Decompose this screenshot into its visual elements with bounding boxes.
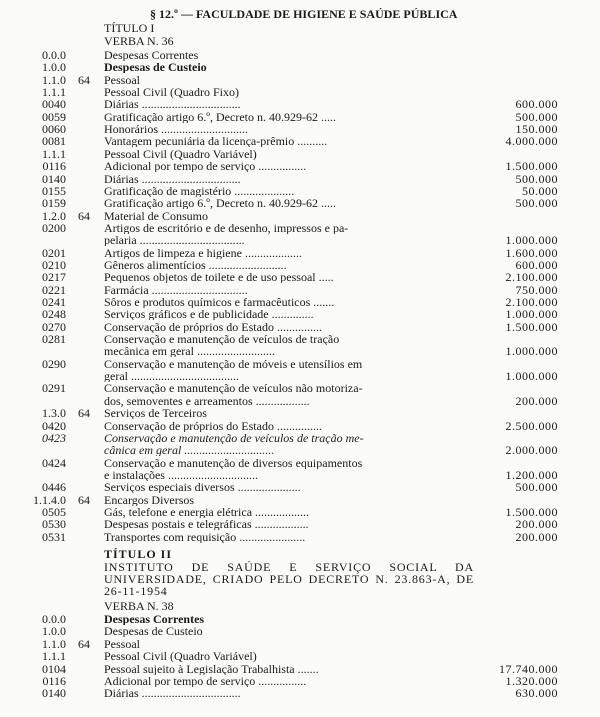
table-row [0,457,600,469]
item-code: 0159 [42,196,66,211]
item-code: 0059 [42,109,66,124]
table-row [0,345,600,357]
item-description: Artigos de escritório e de desenho, impressos e pa- [104,221,349,234]
item-description: Despesas Correntes [104,613,205,625]
item-description: cânica em geral .............................. [104,444,275,457]
table-row [0,135,600,147]
item-description: Vantagem pecuniária da licença-prêmio .......... [104,135,328,148]
item-description: pelaria ................................... [104,234,245,247]
item-description: Gás, telefone e energia elétrica .................. [104,505,310,518]
item-code: 0116 [42,159,66,174]
item-description: Conservação e manutenção de móveis e utensílios em [104,357,363,370]
fund-code: 64 [78,208,90,223]
item-code: 0200 [42,220,66,235]
item-description: Conservação e manutenção de veículos não motoriza- [104,382,363,395]
item-amount: 1.000.000 [505,233,558,248]
item-description: Material de Consumo [104,209,208,222]
item-description: e instalações .............................. [104,468,258,481]
item-description: Serviços gráficos e de publicidade .............. [104,308,314,321]
item-description: Despesas Correntes [104,49,199,61]
section-heading: § 12.º — FACULDADE DE HIGIENE E SAÚDE PÚBLICA [150,7,458,21]
item-code: 0241 [42,295,66,309]
item-description: Pessoal Civil (Quadro Variável) [104,650,257,663]
table-row [0,382,600,394]
table-row [0,173,600,185]
item-code: 0531 [42,529,66,544]
fund-code: 64 [78,492,90,507]
item-description: Despesas de Custeio [104,61,207,74]
item-amount: 500.000 [515,109,558,124]
table-row [0,234,600,246]
item-description: Sôros e produtos químicos e farmacêuticos ....... [104,296,335,308]
item-description: Encargos Diversos [104,493,195,506]
item-amount: 1.200.000 [505,467,558,482]
table-row [0,469,600,481]
item-description: Conservação de próprios do Estado ............... [104,320,322,333]
item-description: Farmácia ................................ [104,283,248,296]
item-code: 0210 [42,257,66,272]
item-description: Diárias ................................. [104,98,241,111]
titulo-2-heading: TÍTULO II [104,547,173,561]
table-row [0,531,600,543]
item-description: Diárias ................................. [104,687,241,700]
item-description: Pessoal [104,637,140,650]
item-code: 0217 [42,270,66,285]
item-description: Diárias ................................. [104,172,241,185]
item-code: 0201 [42,245,66,260]
item-code: 1.2.0 [42,208,66,223]
item-code: 0281 [42,332,66,347]
item-code: 0140 [42,686,66,701]
table-row [0,160,600,172]
item-description: Conservação e manutenção de diversos equipamentos [104,456,363,469]
item-description: Serviços de Terceiros [104,407,207,420]
item-description: Pessoal sujeito à Legislação Trabalhista ....... [104,662,319,675]
item-amount: 1.500.000 [505,319,558,334]
item-description: Pequenos objetos de toilete e de uso pessoal ..... [104,271,334,284]
item-code: 0248 [42,307,66,322]
table-row [0,358,600,370]
item-code: 1.1.4.0 [33,492,66,507]
table-row [0,650,600,662]
item-description: Serviços especiais diversos ..................... [104,481,301,494]
item-amount: 200.000 [515,529,558,544]
item-code: 0290 [42,356,66,371]
item-code: 0.0.0 [42,48,66,62]
table-row [0,247,600,259]
item-code: 0221 [42,282,66,297]
item-code: 0446 [42,480,66,495]
item-amount: 1.000.000 [505,344,558,359]
item-amount: 4.000.000 [505,134,558,149]
item-amount: 500.000 [515,171,558,186]
item-description: Artigos de limpeza e higiene ................... [104,246,302,259]
table-row [0,49,600,61]
item-code: 0140 [42,171,66,186]
table-row [0,222,600,234]
item-description: Gêneros alimentícios .......................... [104,258,287,271]
item-amount: 150.000 [515,122,558,137]
item-amount: 2.100.000 [505,270,558,285]
item-amount: 2.100.000 [505,295,558,309]
table-row [0,271,600,283]
table-row [0,333,600,345]
item-description: Honorários ............................. [104,123,248,136]
item-code: 0424 [42,455,66,470]
item-code: 0.0.0 [42,612,66,626]
table-row [0,296,600,308]
table-row [0,638,600,650]
table-row [0,663,600,675]
table-row [0,687,600,699]
item-code: 1.1.1 [42,649,66,664]
item-amount: 600.000 [515,97,558,112]
item-amount: 50.000 [522,183,558,198]
table-row [0,197,600,209]
item-description: Despesas postais e telegráficas .................. [104,518,309,531]
item-description: mecânica em geral .......................... [104,345,275,358]
item-code: 1.3.0 [42,406,66,421]
table-row [0,111,600,123]
item-code: 0423 [42,430,66,445]
table-row [0,370,600,382]
item-amount: 2.500.000 [505,418,558,433]
titulo-heading: TÍTULO I [104,21,155,35]
item-code: 1.0.0 [42,624,66,639]
item-code: 0081 [42,134,66,149]
item-description: Conservação e manutenção de veículos de tração me- [104,431,364,444]
fund-code: 64 [78,406,90,421]
item-code: 0155 [42,183,66,198]
item-description: Adicional por tempo de serviço ................ [104,675,307,687]
item-code: 1.1.1 [42,146,66,161]
table-row [0,123,600,135]
item-description: Gratificação de magistério .................... [104,184,295,197]
item-description: geral .................................... [104,370,239,383]
item-description: Transportes com requisição ...................... [104,530,306,543]
item-description: dos, semoventes e arreamentos .................. [104,394,310,407]
item-code: 0270 [42,319,66,334]
table-row [0,432,600,444]
item-amount: 1.000.000 [505,307,558,322]
table-row [0,675,600,687]
table-row [0,395,600,407]
table-row [0,284,600,296]
item-amount: 750.000 [515,282,558,297]
fund-code: 64 [78,636,90,651]
item-amount: 2.000.000 [505,443,558,458]
item-description: Conservação de próprios do Estado ............... [104,419,322,432]
item-description: Pessoal Civil (Quadro Fixo) [104,86,239,99]
verba-38-heading: VERBA N. 38 [104,599,174,613]
item-code: 0040 [42,97,66,112]
item-description: Conservação e manutenção de veículos de tração [104,333,340,346]
item-amount: 200.000 [515,517,558,532]
table-row [0,148,600,160]
item-amount: 200.000 [515,393,558,408]
table-row [0,494,600,506]
item-code: 1.1.0 [42,72,66,87]
verba-heading: VERBA N. 36 [104,34,174,48]
table-row [0,210,600,222]
fund-code: 64 [78,72,90,87]
item-code: 0291 [42,381,66,396]
table-row [0,259,600,271]
item-code: 0420 [42,418,66,433]
table-row [0,98,600,110]
item-amount: 1.500.000 [505,504,558,519]
item-code: 1.0.0 [42,60,66,75]
table-row [0,74,600,86]
item-code: 0505 [42,504,66,519]
item-description: Pessoal [104,73,140,86]
item-code: 0060 [42,122,66,137]
item-amount: 17.740.000 [499,661,558,676]
item-description: Pessoal Civil (Quadro Variável) [104,147,257,160]
item-amount: 500.000 [515,196,558,211]
institute-name: INSTITUTO DE SAÚDE E SERVIÇO SOCIAL DA UNIVERSIDADE, CRIADO PELO DECRETO N. 23.863-A, DE 26-11-1954 [104,561,474,598]
item-code: 0530 [42,517,66,532]
table-row [0,86,600,98]
item-amount: 1.000.000 [505,369,558,384]
table-row [0,481,600,493]
item-description: Despesas de Custeio [104,625,203,638]
item-amount: 600.000 [515,257,558,272]
item-code: 0116 [42,674,66,688]
item-amount: 630.000 [515,686,558,701]
item-code: 1.1.0 [42,636,66,651]
table-row [0,625,600,637]
table-row [0,506,600,518]
table-row [0,185,600,197]
item-amount: 1.320.000 [505,674,558,688]
item-amount: 1.500.000 [505,159,558,174]
table-row [0,308,600,320]
table-row [0,444,600,456]
table-row [0,518,600,530]
table-row [0,61,600,73]
item-amount: 1.600.000 [505,245,558,260]
item-description: Gratificação artigo 6.º, Decreto n. 40.929-62 ..... [104,110,336,123]
item-description: Gratificação artigo 6.º, Decreto n. 40.929-62 ..... [104,197,336,210]
table-row [0,420,600,432]
item-amount: 500.000 [515,480,558,495]
table-row [0,407,600,419]
table-row [0,321,600,333]
item-code: 1.1.1 [42,85,66,100]
item-code: 0104 [42,661,66,676]
table-row [0,613,600,625]
item-description: Adicional por tempo de serviço ................ [104,160,307,173]
